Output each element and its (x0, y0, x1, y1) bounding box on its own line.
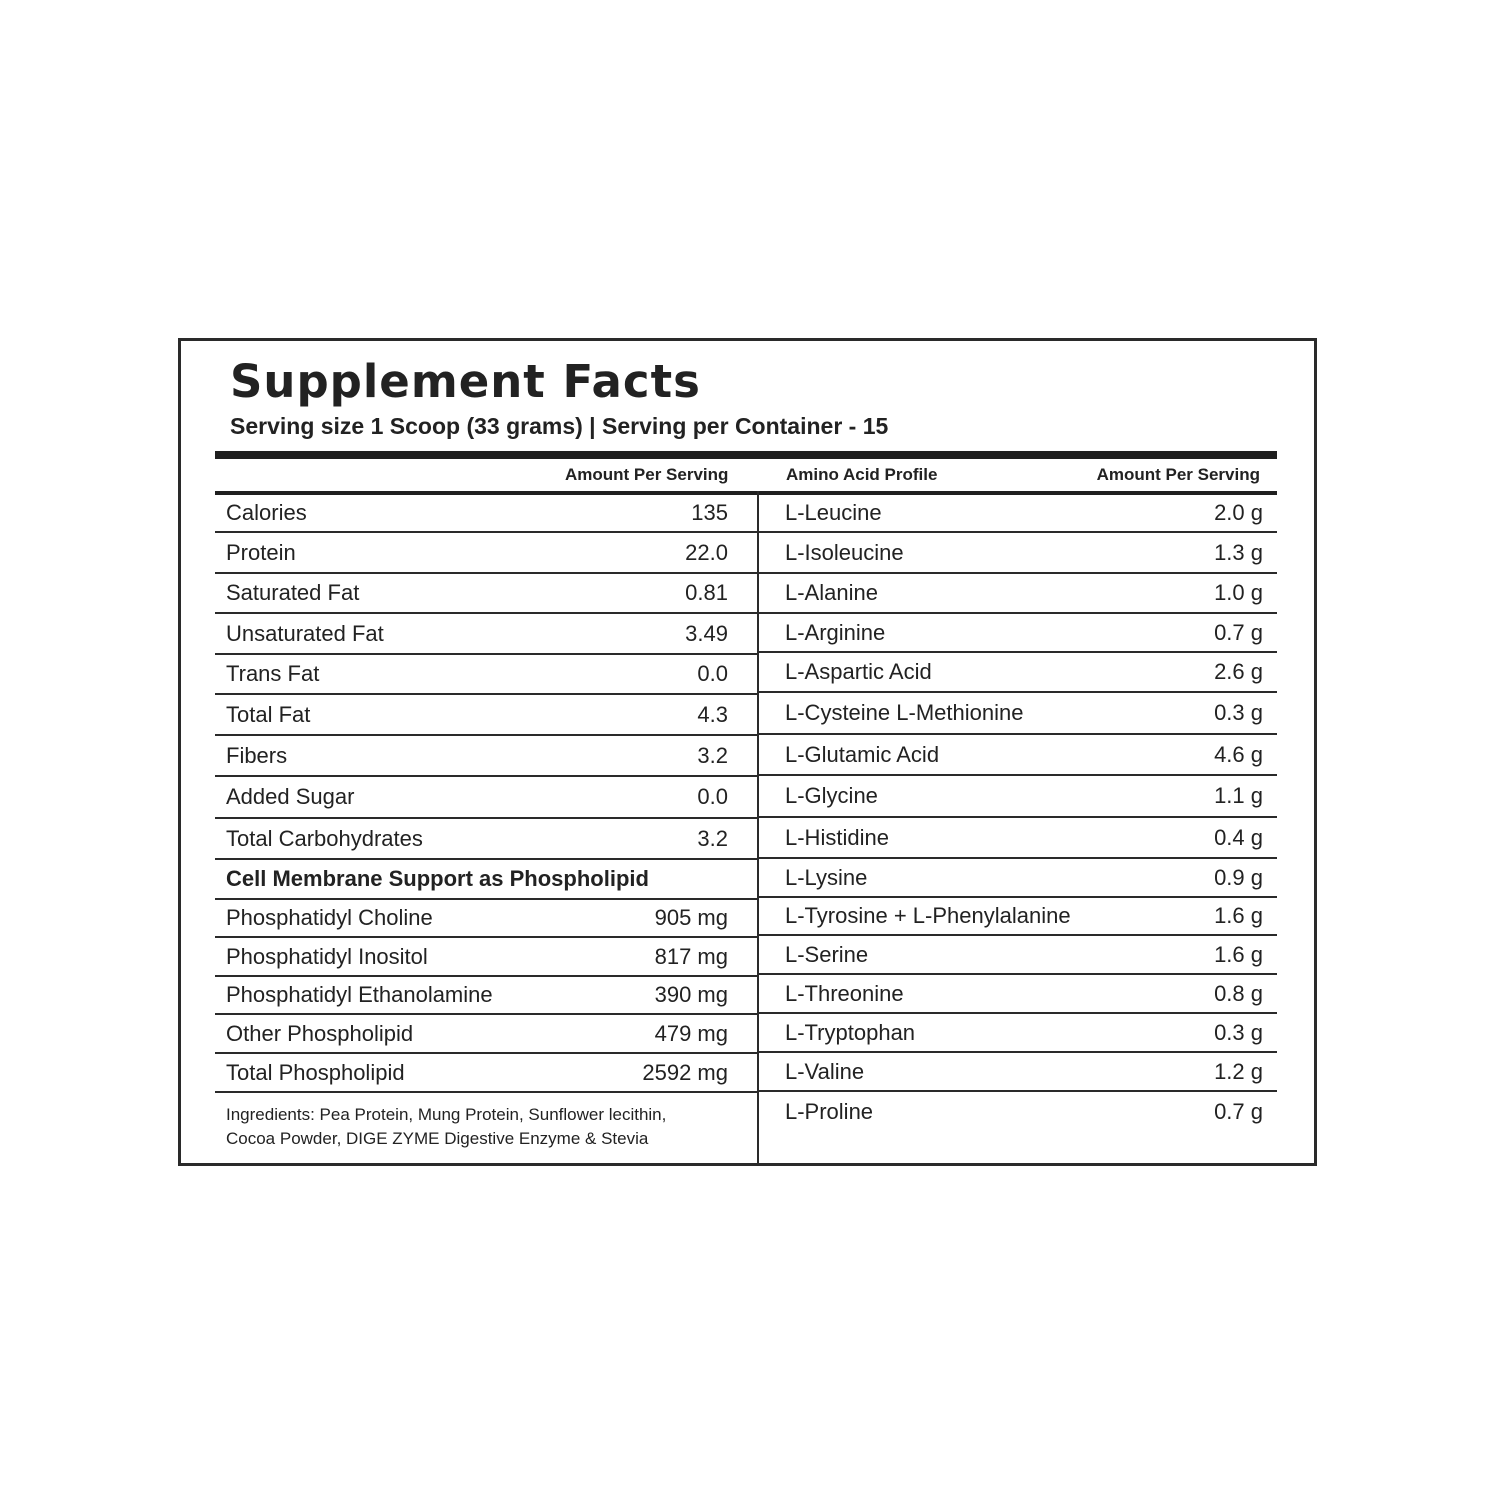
amino-acid-value: 2.6 g (1214, 659, 1263, 684)
amino-acid-value: 0.8 g (1214, 980, 1263, 1006)
amino-acid-label: L-Alanine (785, 580, 878, 605)
nutrient-value: 0.0 (697, 661, 728, 686)
serving-info: Serving size 1 Scoop (33 grams) | Serving per Container - 15 (230, 413, 889, 439)
amino-acid-row (759, 1092, 1277, 1132)
nutrient-label: Added Sugar (226, 784, 355, 809)
amino-acid-label: L-Isoleucine (785, 539, 904, 565)
amino-acid-value: 0.3 g (1214, 700, 1263, 725)
amino-acid-row (759, 898, 1277, 936)
nutrient-value: 905 mg (654, 905, 728, 930)
amino-acid-row (759, 533, 1277, 574)
nutrient-row (215, 977, 757, 1015)
page-title: Supplement Facts (230, 355, 701, 408)
ingredients-text (226, 1103, 746, 1151)
amino-acid-row (759, 776, 1277, 818)
nutrient-row (215, 533, 757, 574)
amino-acid-value: 0.3 g (1214, 1019, 1263, 1045)
nutrient-row (215, 1054, 757, 1093)
amino-acid-label: L-Leucine (785, 500, 882, 525)
amino-acid-row (759, 818, 1277, 859)
amino-acid-label: L-Aspartic Acid (785, 659, 932, 684)
left-amount-header: Amount Per Serving (565, 465, 729, 484)
nutrient-value: 0.0 (697, 784, 728, 809)
amino-acid-label: L-Lysine (785, 864, 868, 890)
nutrient-row (215, 900, 757, 938)
right-amount-header: Amount Per Serving (1096, 465, 1260, 484)
nutrient-row (215, 574, 757, 614)
nutrient-row (215, 777, 757, 819)
nutrient-row (215, 860, 757, 900)
amino-acid-row (759, 614, 1277, 653)
nutrient-value: 3.2 (697, 742, 728, 768)
nutrient-label: Total Fat (226, 701, 311, 727)
nutrient-table (215, 495, 757, 1093)
nutrient-row (215, 736, 757, 777)
amino-acid-label: L-Glycine (785, 783, 878, 808)
amino-acid-label: L-Threonine (785, 980, 904, 1006)
amino-acid-label: L-Proline (785, 1099, 874, 1124)
nutrient-row (215, 819, 757, 860)
nutrient-value: 479 mg (654, 1020, 728, 1046)
ingredients-line-2: Cocoa Powder, DIGE ZYME Digestive Enzyme & Stevia (226, 1129, 649, 1148)
amino-acid-label: L-Tryptophan (785, 1019, 916, 1045)
amino-acid-value: 1.6 g (1214, 903, 1263, 928)
nutrient-value: 3.49 (685, 620, 728, 646)
amino-acid-label: L-Serine (785, 941, 869, 967)
nutrient-row (215, 655, 757, 695)
amino-acid-table (759, 495, 1277, 1132)
nutrient-row (215, 495, 757, 533)
amino-acid-row (759, 495, 1277, 533)
nutrient-row (215, 938, 757, 977)
amino-acid-label: L-Valine (785, 1058, 865, 1084)
nutrient-label: Saturated Fat (226, 580, 360, 605)
nutrient-value: 135 (691, 500, 728, 525)
amino-acid-value: 1.2 g (1214, 1058, 1263, 1084)
ingredients-line-1: Ingredients: Pea Protein, Mung Protein, Sunflower lecithin, (226, 1105, 667, 1124)
amino-acid-value: 0.7 g (1214, 1099, 1263, 1124)
nutrient-row (215, 695, 757, 736)
amino-acid-value: 4.6 g (1214, 741, 1263, 767)
nutrient-value: 3.2 (697, 825, 728, 851)
nutrient-value: 390 mg (654, 982, 728, 1007)
amino-acid-value: 2.0 g (1214, 500, 1263, 525)
nutrient-value: 2592 mg (642, 1059, 728, 1085)
nutrient-label: Trans Fat (226, 661, 320, 686)
amino-acid-value: 0.4 g (1214, 824, 1263, 850)
nutrient-label: Protein (226, 539, 296, 565)
amino-acid-row (759, 693, 1277, 735)
nutrient-label: Calories (226, 500, 307, 525)
nutrient-label: Cell Membrane Support as Phospholipid (226, 866, 649, 891)
nutrient-label: Unsaturated Fat (226, 620, 384, 646)
amino-acid-row (759, 859, 1277, 898)
nutrient-value: 4.3 (697, 701, 728, 727)
amino-acid-row (759, 735, 1277, 776)
amino-acid-value: 1.0 g (1214, 580, 1263, 605)
amino-acid-row (759, 1014, 1277, 1053)
nutrient-label: Phosphatidyl Ethanolamine (226, 982, 493, 1007)
amino-acid-label: L-Histidine (785, 824, 889, 850)
nutrient-value: 22.0 (685, 539, 728, 565)
nutrient-value: 0.81 (685, 580, 728, 605)
header-rule (215, 451, 1277, 459)
amino-acid-label: L-Cysteine L-Methionine (785, 700, 1024, 725)
amino-acid-value: 1.3 g (1214, 539, 1263, 565)
nutrient-label: Other Phospholipid (226, 1020, 414, 1046)
amino-acid-value: 0.7 g (1214, 619, 1263, 645)
amino-acid-row (759, 653, 1277, 693)
amino-profile-header: Amino Acid Profile (786, 465, 938, 484)
nutrient-row (215, 614, 757, 655)
nutrient-label: Phosphatidyl Choline (226, 905, 433, 930)
amino-acid-row (759, 975, 1277, 1014)
amino-acid-label: L-Tyrosine + L-Phenylalanine (785, 903, 1071, 928)
amino-acid-row (759, 936, 1277, 975)
nutrient-label: Fibers (226, 742, 288, 768)
amino-acid-row (759, 1053, 1277, 1092)
amino-acid-value: 1.1 g (1214, 783, 1263, 808)
nutrient-row (215, 1015, 757, 1054)
nutrient-label: Total Phospholipid (226, 1059, 405, 1085)
amino-acid-value: 0.9 g (1214, 864, 1263, 890)
supplement-facts-panel (178, 338, 1317, 1166)
amino-acid-value: 1.6 g (1214, 941, 1263, 967)
nutrient-label: Phosphatidyl Inositol (226, 943, 428, 969)
nutrient-value: 817 mg (654, 943, 728, 969)
amino-acid-row (759, 574, 1277, 614)
amino-acid-label: L-Arginine (785, 619, 886, 645)
amino-acid-label: L-Glutamic Acid (785, 741, 940, 767)
nutrient-label: Total Carbohydrates (226, 825, 423, 851)
